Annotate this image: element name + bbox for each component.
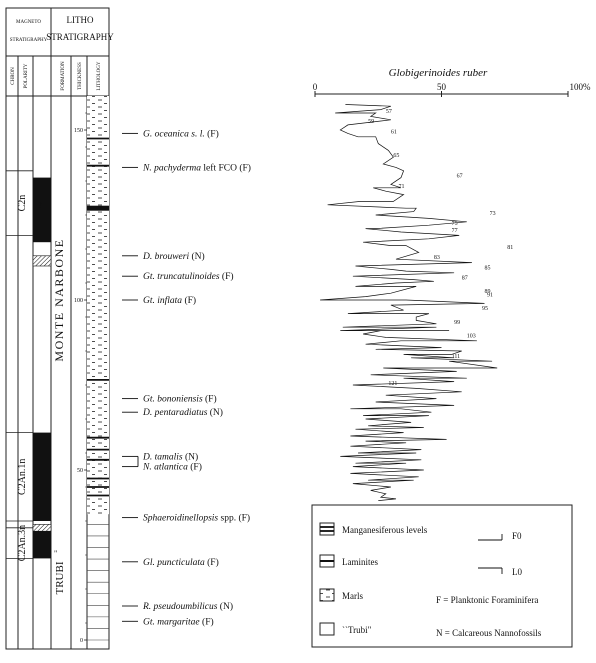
legend-laminites-label: Laminites — [342, 557, 378, 567]
formation-trubi-quote: " — [54, 549, 58, 558]
event-label-7: D. tamalis (N) — [143, 452, 199, 463]
sample-label-81: 81 — [507, 245, 514, 251]
polarity-uncertain-1 — [33, 524, 51, 531]
sample-label-91: 91 — [487, 292, 494, 299]
legend-l0-label: L0 — [512, 567, 522, 577]
chron-label-1: C2An.1n — [17, 458, 28, 496]
sample-label-77: 77 — [451, 228, 458, 234]
event-label-11: R. pseudoumbilicus (N) — [143, 602, 233, 612]
col-thickness-header: THICKNESS — [78, 62, 83, 90]
formation-monte-narbone: MONTE NARBONE — [52, 238, 66, 362]
thickness-tick-label-100: 100 — [74, 298, 83, 304]
polarity-normal-1 — [33, 433, 51, 521]
col-chron-header: CHRON — [11, 67, 16, 85]
legend-manganesiferous-swatch — [320, 523, 334, 535]
litho-header-line2: STRATIGRAPHY — [46, 32, 114, 42]
sample-label-87: 87 — [461, 275, 468, 282]
x-tick-0: 0 — [312, 82, 318, 92]
event-label-6: D. pentaradiatus (N) — [143, 408, 223, 419]
thickness-tick-label-150: 150 — [74, 128, 83, 134]
event-label-5: Gt. bononiensis (F) — [143, 394, 217, 405]
event-label-3: Gt. truncatulinoides (F) — [143, 272, 234, 283]
legend-f0-label: F0 — [512, 531, 522, 541]
legend-foraminifera-definition: F = Planktonic Foraminifera — [436, 595, 539, 605]
legend — [312, 505, 572, 647]
strat-columns — [6, 96, 251, 644]
legend-trubi-label: ``Trubi" — [342, 625, 372, 635]
col-polarity-header: POLARITY — [24, 63, 29, 89]
chron-label-2: C2An.3n — [17, 524, 28, 562]
sample-label-75: 75 — [451, 221, 458, 228]
legend-manganesiferous-label: Manganesiferous levels — [342, 525, 428, 535]
sample-label-85: 85 — [484, 265, 491, 272]
chart-title: Globigerinoides ruber — [388, 67, 488, 79]
event-label-2: D. brouweri (N) — [143, 251, 205, 262]
legend-trubi-swatch — [320, 623, 334, 635]
polarity-uncertain-0 — [33, 256, 51, 266]
event-label-8: N. atlantica (F) — [143, 462, 202, 473]
sample-label-65: 65 — [393, 153, 400, 160]
event-label-1: N. pachyderma left FCO (F) — [143, 163, 251, 174]
x-tick-100: 100% — [569, 82, 591, 92]
lithology-dark-level-0 — [87, 206, 109, 211]
sample-label-83: 83 — [433, 255, 440, 262]
legend-marls-swatch — [320, 589, 334, 601]
polarity-question-mark: ? — [38, 201, 42, 210]
col-lithology-header: LITHOLOGY — [97, 61, 102, 91]
sample-label-57: 57 — [385, 109, 392, 115]
thickness-tick-label-0: 0 — [80, 638, 83, 644]
lithology-marls — [87, 96, 109, 514]
sample-label-111: 111 — [451, 353, 461, 360]
event-label-12: Gt. margaritae (F) — [143, 617, 214, 628]
thickness-tick-label-50: 50 — [77, 468, 83, 474]
event-label-10: Gl. puncticulata (F) — [143, 557, 219, 568]
polarity-normal-0 — [33, 178, 51, 243]
x-axis — [313, 82, 591, 97]
formation-trubi: TRUBI — [54, 561, 66, 595]
event-label-0: G. oceanica s. l. (F) — [143, 129, 219, 140]
series-line-globigerinoides-ruber — [320, 105, 497, 501]
col-formation-header: FORMATION — [61, 61, 66, 91]
polarity-normal-2 — [33, 531, 51, 558]
x-tick-50: 50 — [437, 82, 446, 92]
column-header — [10, 15, 115, 91]
sample-label-121: 121 — [388, 381, 398, 387]
legend-laminites-swatch — [320, 555, 334, 567]
event-label-9: Sphaeroidinellopsis spp. (F) — [143, 513, 251, 524]
sample-label-103: 103 — [466, 333, 476, 340]
magneto-header-line2: STRATIGRAPHY — [9, 38, 48, 43]
sample-label-59: 59 — [368, 119, 375, 126]
sample-label-73: 73 — [489, 211, 496, 217]
sample-label-95: 95 — [481, 306, 488, 313]
sample-label-99: 99 — [454, 319, 461, 326]
sample-label-61: 61 — [390, 129, 397, 136]
sample-label-89: 89 — [484, 289, 491, 296]
legend-marls-label: Marls — [342, 591, 363, 601]
litho-header-line1: LITHO — [66, 15, 94, 25]
sample-label-71: 71 — [398, 183, 405, 190]
sample-label-67: 67 — [456, 173, 463, 180]
chron-label-0: C2n — [17, 194, 28, 212]
magneto-header-line1: MAGNETO — [16, 20, 41, 25]
event-label-4: Gt. inflata (F) — [143, 296, 197, 306]
legend-nannofossils-definition: N = Calcareous Nannofossils — [436, 628, 542, 638]
